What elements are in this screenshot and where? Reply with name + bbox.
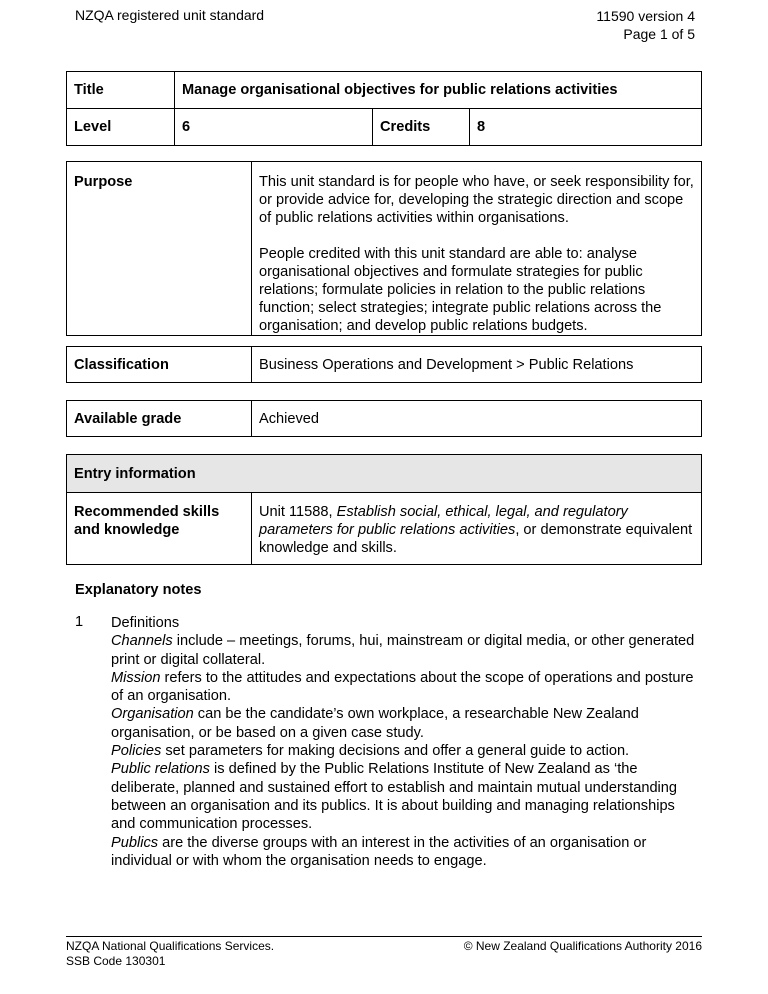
purpose-paragraph-1: This unit standard is for people who have, or seek responsibility for, or provide advice for, developing the strategic direction and scope of public relations activities within organisations. — [259, 174, 694, 226]
grade-label: Available grade — [67, 401, 252, 437]
definition-item — [111, 632, 701, 669]
note-number: 1 — [75, 614, 84, 630]
entry-information-header: Entry information — [67, 455, 702, 493]
definition-text: include – meetings, forums, hui, mainstream or digital media, or other generated print or digital collateral. — [111, 633, 695, 668]
definition-text: refers to the attitudes and expectations about the scope of operations and posture of an organisation. — [111, 669, 694, 705]
purpose-label: Purpose — [67, 162, 252, 336]
definitions-heading: Definitions — [111, 615, 180, 631]
title-value: Manage organisational objectives for public relations activities — [175, 72, 702, 109]
definition-item — [111, 760, 701, 833]
grade-table — [66, 400, 702, 437]
definition-item — [111, 669, 701, 706]
footer-divider — [66, 936, 702, 937]
definition-text: can be the candidate’s own workplace, a researchable New Zealand organisation, or be based on a given case study. — [111, 706, 639, 741]
purpose-table — [66, 161, 702, 336]
recommended-skills-label: Recommended skills and knowledge — [67, 493, 252, 565]
explanatory-notes-heading — [75, 582, 695, 598]
definition-item — [111, 705, 701, 742]
definition-text: set parameters for making decisions and offer a general guide to action. — [161, 743, 630, 760]
definition-term: Publics — [111, 834, 159, 851]
unit-reference: Unit 11588, — [259, 504, 337, 520]
definition-term: Organisation — [111, 706, 194, 723]
header-version-page — [596, 7, 695, 43]
classification-label: Classification — [67, 347, 252, 383]
title-table — [66, 71, 702, 146]
definition-item — [111, 742, 701, 760]
definition-term: Channels — [111, 633, 173, 650]
page-number: Page 1 of 5 — [623, 26, 695, 42]
grade-value: Achieved — [252, 401, 702, 437]
footer-left — [66, 939, 274, 968]
level-label: Level — [67, 109, 175, 146]
level-value: 6 — [175, 109, 373, 146]
notes-title: Explanatory notes — [75, 582, 202, 598]
definition-text: are the diverse groups with an interest in the activities of an organisation or individual or with whom the organisation needs to engage. — [111, 834, 647, 869]
definitions-list — [111, 614, 701, 870]
footer-ssb-code: SSB Code 130301 — [66, 953, 166, 968]
header-unit-standard: NZQA registered unit standard — [75, 7, 265, 23]
classification-table — [66, 346, 702, 383]
purpose-content — [252, 162, 702, 336]
unit-title: Establish social, ethical, legal, and regulatory parameters for public relations activities — [259, 504, 628, 538]
definition-term: Policies — [111, 743, 162, 760]
definition-term: Mission — [111, 669, 161, 686]
unit-suffix: , or demonstrate equivalent knowledge and skills. — [259, 522, 693, 556]
recommended-skills-value — [252, 493, 702, 565]
footer-services: NZQA National Qualifications Services. — [66, 939, 275, 953]
classification-value: Business Operations and Development > Public Relations — [252, 347, 702, 383]
definition-item — [111, 834, 701, 871]
definition-text: is defined by the Public Relations Institute of New Zealand as ‘the deliberate, planned and sustained effort to establish and maintain mutual understanding between an organisation and its publics. It is about building and managing relationships and communication processes. — [111, 761, 678, 833]
definition-term: Public relations — [111, 761, 210, 778]
credits-label: Credits — [373, 109, 470, 146]
purpose-paragraph-2: People credited with this unit standard are able to: analyse organisational objectives and formulate strategies for public relations; formulate policies in relation to the public relations function; select strategies; integrate public relations across the organisation; and develop public relations budgets. — [259, 246, 662, 334]
credits-value: 8 — [470, 109, 702, 146]
footer-copyright: © New Zealand Qualifications Authority 2016 — [463, 939, 702, 953]
entry-table — [66, 454, 702, 565]
title-label: Title — [67, 72, 175, 109]
version-text: 11590 version 4 — [596, 8, 695, 24]
